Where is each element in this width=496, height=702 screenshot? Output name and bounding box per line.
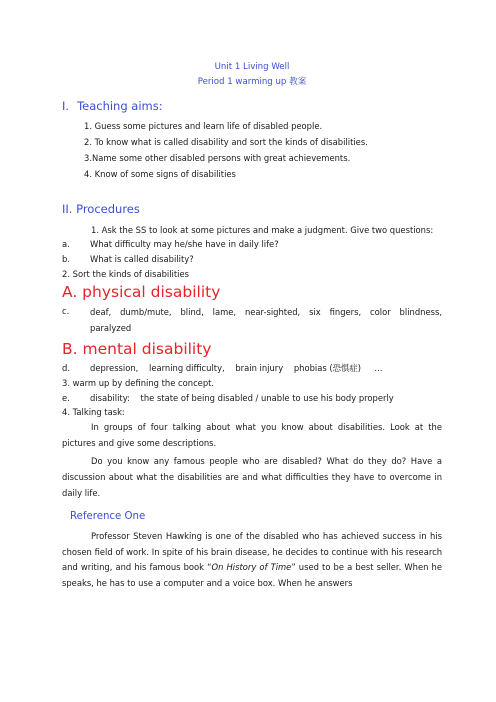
- question-text: What difficulty may he/she have in daily life?: [90, 239, 279, 250]
- reference-one-heading: Reference One: [70, 510, 146, 522]
- list-text: depression, learning difficulty, brain injury phobias (恐惧症) ...: [90, 363, 383, 374]
- physical-disability-list: [62, 305, 442, 337]
- aim-item: 2. To know what is called disability and sort the kinds of disabilities.: [84, 137, 368, 148]
- question-letter: a.: [62, 239, 70, 250]
- section-title: Teaching aims:: [77, 99, 163, 114]
- step-4: 4. Talking task:: [62, 407, 125, 418]
- aim-item: 4. Know of some signs of disabilities: [84, 168, 236, 179]
- question-letter: b.: [62, 253, 70, 264]
- teaching-aims-list: [84, 119, 442, 182]
- question-a: [62, 238, 442, 251]
- list-letter: c.: [62, 306, 70, 317]
- list-letter: d.: [62, 363, 70, 374]
- talking-task-paragraph-1: In groups of four talking about what you know about disabilities. Look at the pictures and give some descriptions.: [62, 421, 442, 448]
- section-numeral: I.: [62, 99, 70, 114]
- reference-text-before: Professor Steven Hawking is one of the disabled who has achieved success in his chosen field of work. In spite of his brain disease, he decides to continue with his research and writing, and his famous book “: [62, 530, 442, 573]
- question-text: What is called disability?: [90, 253, 194, 264]
- step-3: 3. warm up by defining the concept.: [62, 378, 215, 389]
- question-b: [62, 253, 442, 266]
- definition-letter: e.: [62, 392, 70, 403]
- talking-task-paragraph-2: Do you know any famous people who are disabled? What do they do? Have a discussion about what the disabilities are and what difficulties they have to overcome in daily life.: [62, 455, 442, 498]
- unit-title: Unit 1 Living Well: [214, 62, 290, 72]
- mental-disability-list: [62, 362, 442, 375]
- definition-row: [62, 392, 442, 405]
- physical-disability-heading: A. physical disability: [62, 283, 221, 302]
- list-text: deaf, dumb/mute, blind, lame, near-sighted, six fingers, color blindness, paralyzed: [90, 307, 442, 334]
- mental-disability-heading: B. mental disability: [62, 340, 212, 359]
- procedures-heading: II. Procedures: [62, 201, 140, 216]
- step-2: 2. Sort the kinds of disabilities: [62, 268, 190, 279]
- definition-text: disability: the state of being disabled / unable to use his body properly: [90, 392, 394, 403]
- aim-item: 3.Name some other disabled persons with great achievements.: [84, 152, 351, 163]
- aim-item: 1. Guess some pictures and learn life of disabled people.: [84, 121, 323, 132]
- reference-one-paragraph: [62, 529, 442, 591]
- step-1: 1. Ask the SS to look at some pictures and make a judgment. Give two questions:: [91, 224, 434, 235]
- period-title: Period 1 warming up 教案: [197, 77, 307, 88]
- reference-text-after: ” used to be a best seller. When he speaks, he has to use a computer and a voice box. When he answers: [62, 562, 442, 588]
- book-title: On History of Time: [211, 562, 292, 573]
- section-teaching-aims-heading: [62, 98, 442, 115]
